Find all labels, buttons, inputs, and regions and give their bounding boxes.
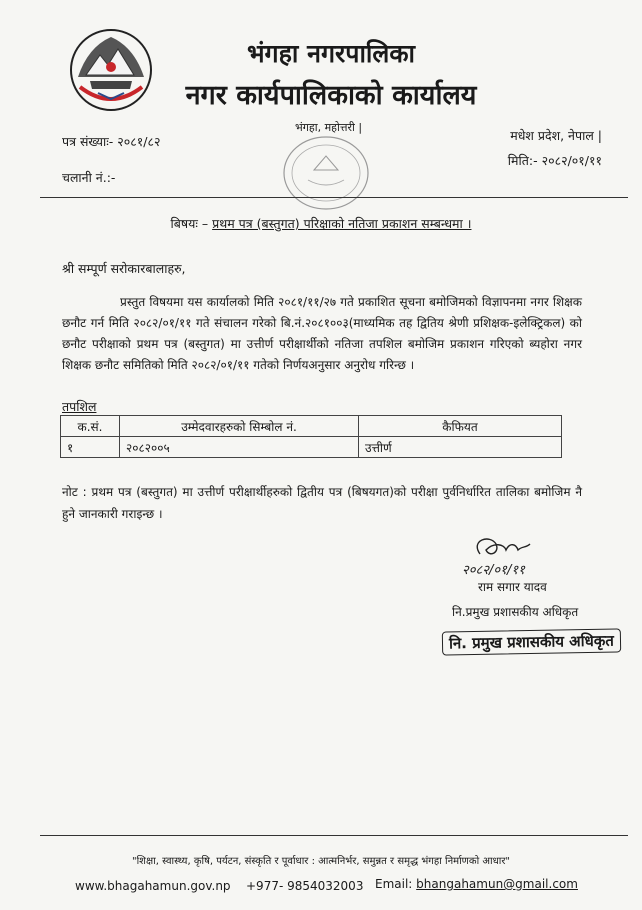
subject-text: प्रथम पत्र (बस्तुगत) परिक्षाको नतिजा प्रकाशन सम्बन्धमा । [212, 216, 472, 231]
column-header-remarks: कैफियत [359, 416, 562, 437]
office-name: भंगहा नगरपालिका [246, 39, 416, 68]
reference-number: पत्र संख्याः- २०८१/८२ [62, 134, 161, 149]
salutation: श्री सम्पूर्ण सरोकारबालाहरु, [62, 261, 186, 276]
cell-remarks: उत्तीर्ण [359, 437, 562, 458]
results-table [60, 415, 562, 458]
column-header-symbol-no: उम्मेदवारहरुको सिम्बोल नं. [120, 416, 359, 437]
cell-symbol-no: २०८२००५ [120, 437, 359, 458]
note-text: नोट : प्रथम पत्र (बस्तुगत) मा उत्तीर्ण परीक्षार्थीहरुको द्वितीय पत्र (बिषयगत)को परीक्षा पुर्वनिर्धारित तालिका बमोजिम नै हुने जानकारी गराइन्छ । [62, 485, 582, 521]
subject-line [0, 215, 642, 232]
table-header-row [61, 416, 562, 437]
email-link[interactable]: bhangahamun@gmail.com [416, 877, 578, 891]
website-link[interactable]: www.bhagahamun.gov.np [75, 879, 231, 893]
signer-title: नि.प्रमुख प्रशासकीय अधिकृत [452, 605, 579, 619]
subject-prefix: बिषयः – [170, 216, 209, 231]
details-label: तपशिल [62, 399, 97, 414]
cell-sn: १ [61, 437, 120, 458]
official-seal: नि. प्रमुख प्रशासकीय अधिकृत [442, 628, 621, 655]
email-label: Email: [375, 877, 413, 891]
office-title: नगर कार्यपालिकाको कार्यालय [185, 80, 477, 111]
dispatch-number: चलानी नं.:- [62, 170, 116, 185]
table-row [61, 437, 562, 458]
province-address: मधेश प्रदेश, नेपाल | [510, 128, 602, 143]
letter-body: प्रस्तुत विषयमा यस कार्यालको मिति २०८१/११/२७ गते प्रकाशित सूचना बमोजिमको विज्ञापनमा नगर शिक्षक छनौट गर्न मिति २०८२/०१/११ गते संचालन गरेको बि.नं.२०८१००३(माध्यमिक तह द्वितिय श्रेणी प्रशिक्षक-इलेक्ट्रिकल) को छनौट परीक्षाको प्रथम पत्र (बस्तुगत) मा उत्तीर्ण परीक्षार्थीको नतिजा तपशिल बमोजिम प्रकाशन गरिएको ब्यहोरा नगर शिक्षक छनौट समितिको मिति २०८२/०१/११ गतेको निर्णयअनुसार अनुरोध गरिन्छ । [62, 295, 582, 372]
signature-icon [460, 530, 550, 582]
email-contact [375, 877, 578, 891]
signer-name: राम सगार यादव [478, 580, 547, 594]
letter-date: मिति:- २०८२/०१/११ [507, 153, 602, 168]
phone-number: +977- 9854032003 [246, 879, 364, 893]
office-address: भंगहा, महोत्तरी | [295, 121, 363, 134]
column-header-sn: क.सं. [61, 416, 120, 437]
office-stamp-icon [278, 130, 374, 216]
signature-date: २०८२/०१/११ [462, 563, 525, 578]
header-divider [40, 197, 628, 198]
footer-divider [40, 835, 628, 836]
footer-motto: "शिक्षा, स्वास्थ्य, कृषि, पर्यटन, संस्कृति र पूर्वाधार : आत्मनिर्भर, समुन्नत र समृद्ध भंगहा निर्माणको आधार" [131, 856, 511, 867]
